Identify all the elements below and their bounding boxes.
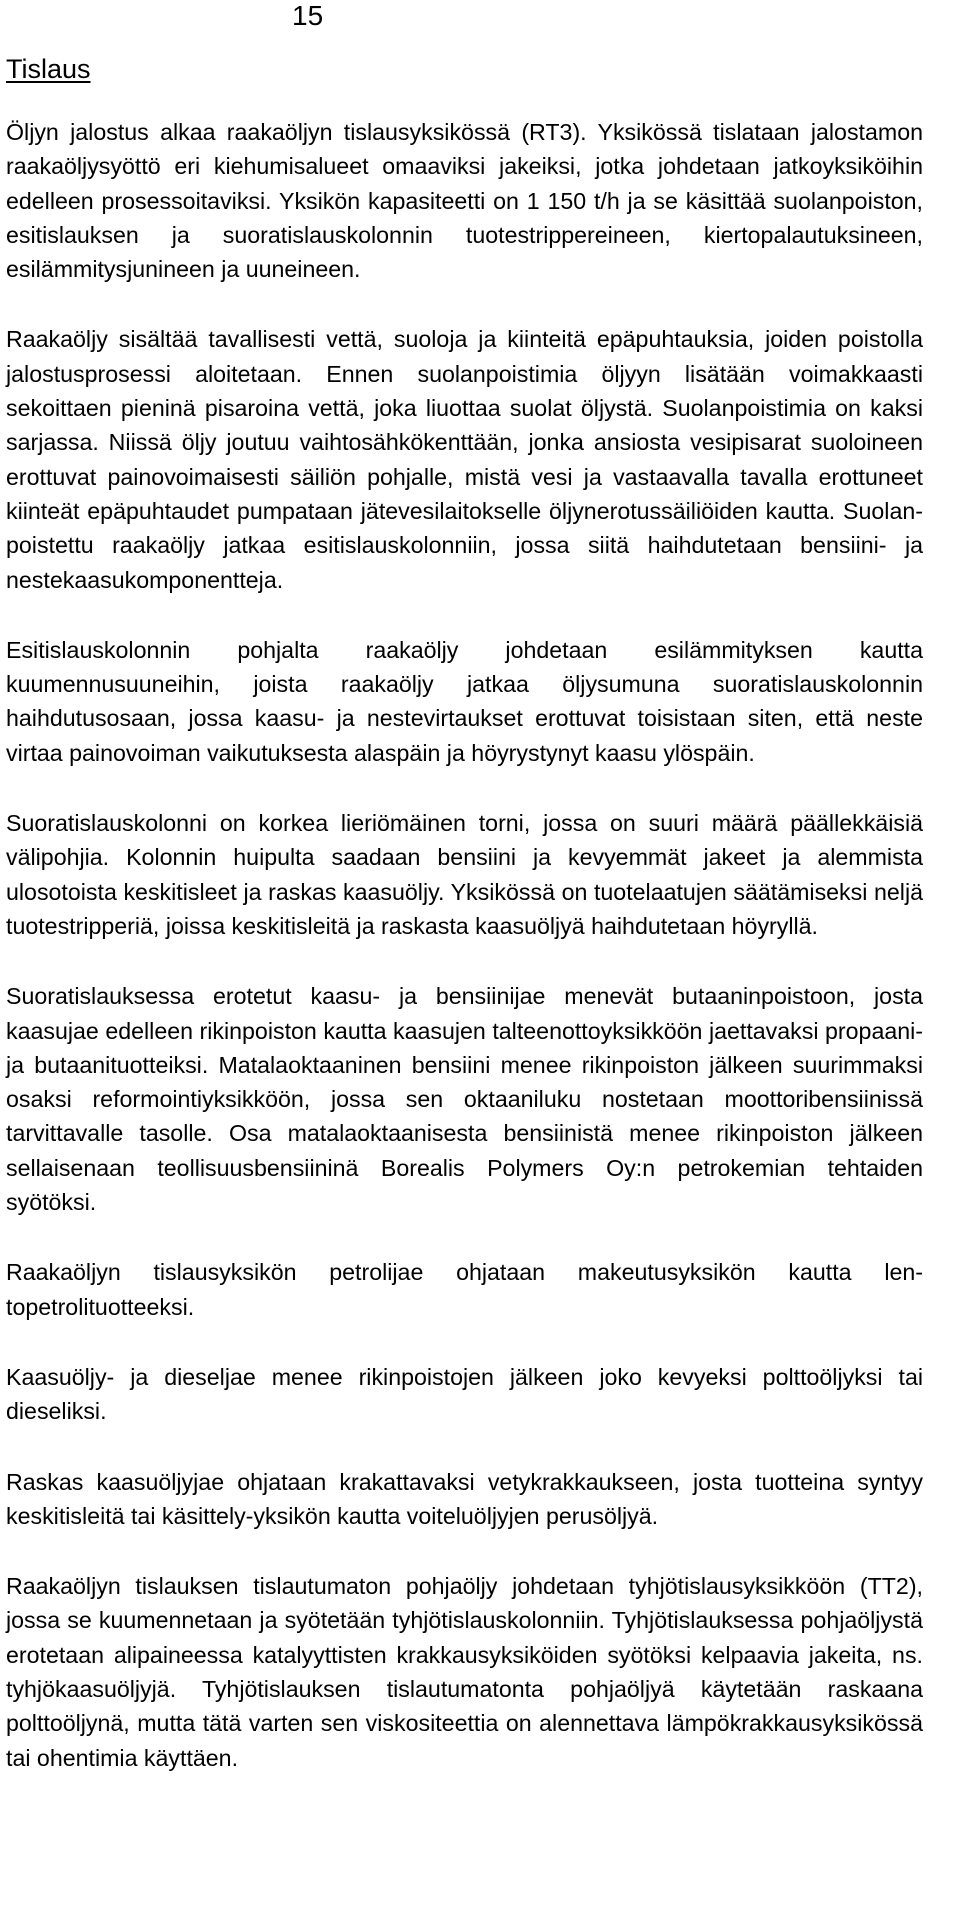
- paragraph-6: Raakaöljyn tislausyksikön petrolijae ohjataan makeutusyksikön kautta lentopetrolituotteeksi.: [6, 1259, 923, 1320]
- section-heading: Tislaus: [6, 54, 91, 84]
- paragraph-1: Öljyn jalostus alkaa raakaöljyn tislausyksikössä (RT3). Yksikössä tislataan jalostamon raakaöljysyöttö eri kiehumisalueet omaaviksi jakeiksi, jotka johdetaan jatkoyksiköihin edelleen prosessoitaviksi. Yksikön kapasiteetti on 1 150 t/h ja se käsittää suolanpoiston, esitislauksen ja suoratislauskolonnin tuotestrippereineen, kiertopalautuksineen, esilämmitysjunineen ja uuneineen.: [6, 119, 923, 283]
- paragraph-4: Suoratislauskolonni on korkea lieriömäinen torni, jossa on suuri määrä päällekkäisiä välipohjia. Kolonnin huipulta saadaan bensiini ja kevyemmät jakeet ja alemmista ulosotoista keskitisleet ja raskas kaasuöljy. Yksikössä on tuotelaatujen säätämiseksi neljä tuotestripperiä, joissa keskitisleitä ja raskasta kaasuöljyä haihdutetaan höyryllä.: [6, 810, 923, 939]
- paragraph-2: Raakaöljy sisältää tavallisesti vettä, suoloja ja kiinteitä epäpuhtauksia, joiden poistolla jalostusprosessi aloitetaan. Ennen suolanpoistimia öljyyn lisätään voimakkaasti sekoittaen pieninä pisaroina vettä, joka liuottaa suolat öljystä. Suolanpoistimia on kaksi sarjassa. Niissä öljy joutuu vaihtosähkökenttään, jonka ansiosta vesipisarat suoloineen erottuvat painovoimaisesti säiliön pohjalle, mistä vesi ja vastaavalla tavalla erottuneet kiinteät epäpuhtaudet pumpataan jätevesilaitokselle öljynerotussäiliöiden kautta. Suolanpoistettu raakaöljy jatkaa esitislauskolonniin, jossa siitä haihdutetaan bensiini- ja nestekaasukomponentteja.: [6, 326, 923, 593]
- page-number: 15: [292, 0, 324, 31]
- body-text: [6, 115, 923, 1775]
- paragraph-9: Raakaöljyn tislauksen tislautumaton pohjaöljy johdetaan tyhjötislausyksikköön (TT2), jossa se kuumennetaan ja syötetään tyhjötislauskolonniin. Tyhjötislauksessa pohjaöljystä erotetaan alipaineessa katalyyttisten krakkausyksiköiden syötöksi kelpaavia jakeita, ns. tyhjökaasuöljyjä. Tyhjötislauksen tislautumatonta pohjaöljyä käytetään raskaana polttoöljynä, mutta tätä varten sen viskositeettia on alennettava lämpökrakkausyksikössä tai ohentimia käyttäen.: [6, 1573, 923, 1771]
- paragraph-8: Raskas kaasuöljyjae ohjataan krakattavaksi vetykrakkaukseen, josta tuotteina syntyy keskitisleitä tai käsittely-yksikön kautta voiteluöljyjen perusöljyä.: [6, 1468, 923, 1529]
- paragraph-3: Esitislauskolonnin pohjalta raakaöljy johdetaan esilämmityksen kautta kuumennusuuneihin, joista raakaöljy jatkaa öljysumuna suoratislauskolonnin haihdutusosaan, jossa kaasu- ja nestevirtaukset erottuvat toisistaan siten, että neste virtaa painovoiman vaikutuksesta alaspäin ja höyrystynyt kaasu ylöspäin.: [6, 636, 923, 766]
- paragraph-7: Kaasuöljy- ja dieseljae menee rikinpoistojen jälkeen joko kevyeksi polttoöljyksi tai dieseliksi.: [6, 1363, 923, 1425]
- paragraph-5: Suoratislauksessa erotetut kaasu- ja bensiinijae menevät butaaninpoistoon, josta kaasujae edelleen rikinpoiston kautta kaasujen talteenottoyksikköön jaettavaksi propaani- ja butaanituotteiksi. Matalaoktaaninen bensiini menee rikinpoiston jälkeen suurimmaksi osaksi reformointiyksikköön, jossa sen oktaaniluku nostetaan moottoribensiinissä tarvittavalle tasolle. Osa matalaoktaanisesta bensiinistä menee rikinpoiston jälkeen sellaisenaan teollisuusbensiininä Borealis Polymers Oy:n petrokemian tehtaiden syötöksi.: [6, 983, 923, 1216]
